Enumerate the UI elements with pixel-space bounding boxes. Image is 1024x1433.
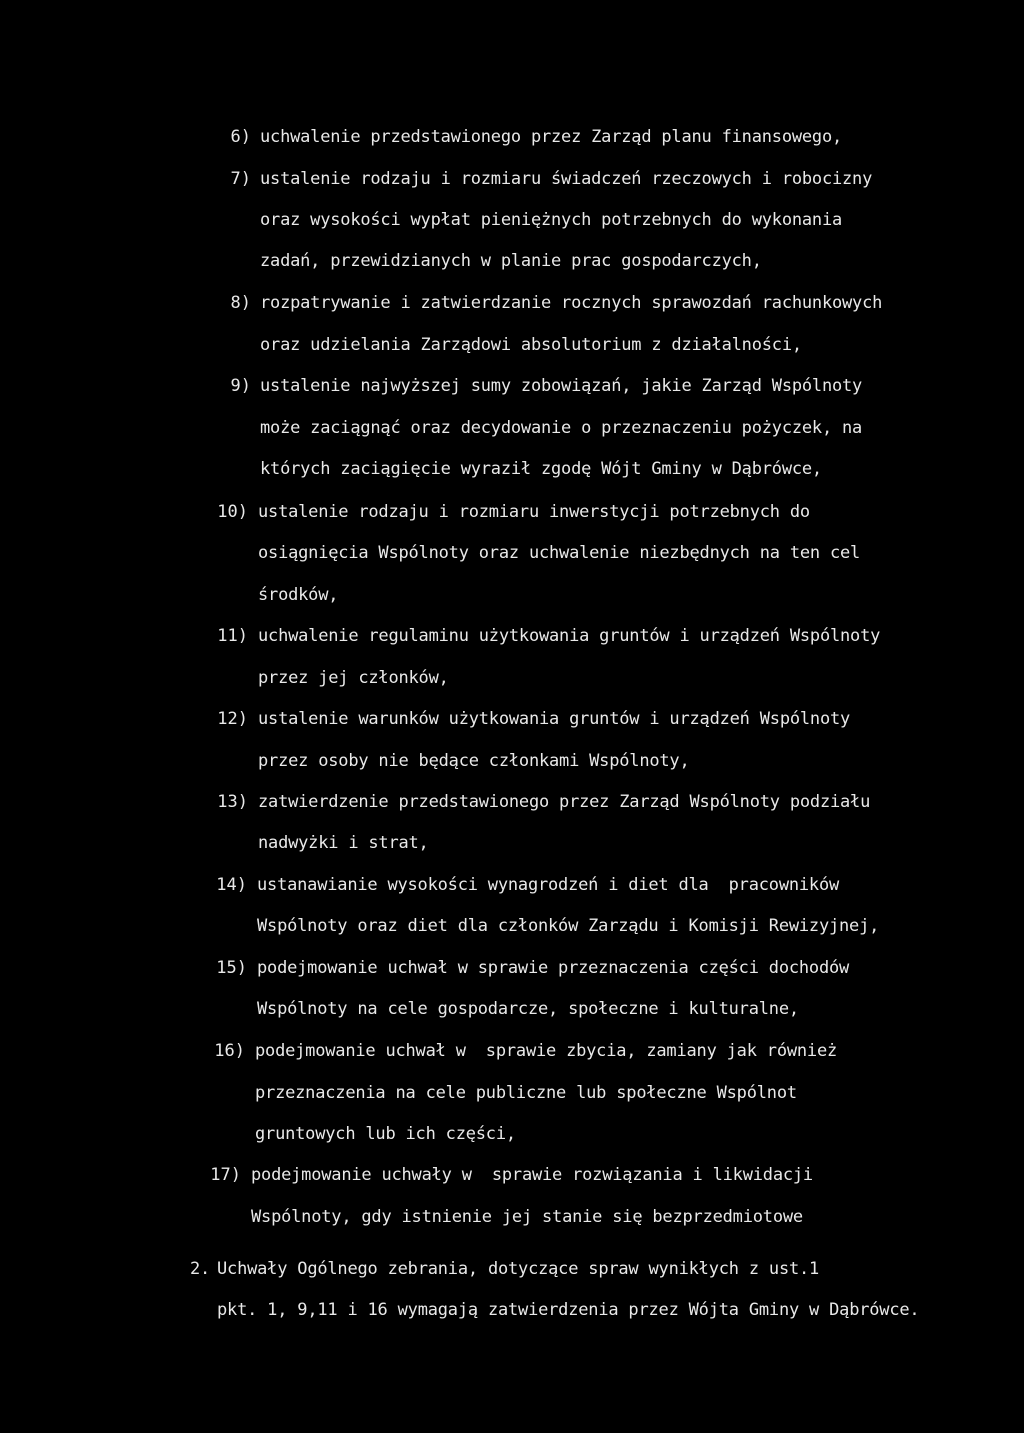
item-number: 6) <box>230 127 251 147</box>
item-text: ustanawianie wysokości wynagrodzeń i diet dla pracowników <box>257 875 840 895</box>
item-number: 7) <box>230 169 251 189</box>
item-text: ustalenie warunków użytkowania gruntów i urządzeń Wspólnoty <box>258 709 851 729</box>
paragraph-text: pkt. 1, 9,11 i 16 wymagają zatwierdzenia przez Wójta Gminy w Dąbrówce. <box>217 1300 920 1320</box>
item-number: 9) <box>230 376 251 396</box>
item-text: których zaciągięcie wyraził zgodę Wójt Gminy w Dąbrówce, <box>260 459 822 479</box>
item-text: podejmowanie uchwał w sprawie zbycia, zamiany jak również <box>255 1041 838 1061</box>
item-text: ustalenie najwyższej sumy zobowiązań, jakie Zarząd Wspólnoty <box>260 376 863 396</box>
item-text: ustalenie rodzaju i rozmiaru świadczeń rzeczowych i robocizny <box>260 169 873 189</box>
item-text: osiągnięcia Wspólnoty oraz uchwalenie niezbędnych na ten cel <box>258 543 861 563</box>
item-text: zadań, przewidzianych w planie prac gospodarczych, <box>260 251 762 271</box>
item-number: 12) <box>217 709 248 729</box>
item-text: rozpatrywanie i zatwierdzanie rocznych sprawozdań rachunkowych <box>260 293 883 313</box>
item-text: Wspólnoty, gdy istnienie jej stanie się bezprzedmiotowe <box>251 1207 803 1227</box>
item-text: ustalenie rodzaju i rozmiaru inwerstycji potrzebnych do <box>258 502 810 522</box>
item-text: zatwierdzenie przedstawionego przez Zarząd Wspólnoty podziału <box>258 792 871 812</box>
item-text: nadwyżki i strat, <box>258 833 429 853</box>
item-number: 10) <box>217 502 248 522</box>
item-text: środków, <box>258 585 339 605</box>
item-number: 15) <box>216 958 247 978</box>
paragraph-number: 2. <box>190 1259 211 1279</box>
item-number: 16) <box>214 1041 245 1061</box>
item-text: podejmowanie uchwały w sprawie rozwiązania i likwidacji <box>251 1165 813 1185</box>
item-text: może zaciągnąć oraz decydowanie o przeznaczeniu pożyczek, na <box>260 418 863 438</box>
item-text: przeznaczenia na cele publiczne lub społeczne Wspólnot <box>255 1083 797 1103</box>
paragraph-text: Uchwały Ogólnego zebrania, dotyczące spraw wynikłych z ust.1 <box>217 1259 820 1279</box>
item-text: uchwalenie przedstawionego przez Zarząd planu finansowego, <box>260 127 843 147</box>
item-text: Wspólnoty na cele gospodarcze, społeczne i kulturalne, <box>257 999 799 1019</box>
item-text: oraz udzielania Zarządowi absolutorium z działalności, <box>260 335 802 355</box>
item-number: 11) <box>217 626 248 646</box>
item-number: 8) <box>230 293 251 313</box>
item-text: przez jej członków, <box>258 668 449 688</box>
item-text: podejmowanie uchwał w sprawie przeznaczenia części dochodów <box>257 958 850 978</box>
item-number: 13) <box>217 792 248 812</box>
item-number: 14) <box>216 875 247 895</box>
item-text: gruntowych lub ich części, <box>255 1124 516 1144</box>
item-text: uchwalenie regulaminu użytkowania gruntów i urządzeń Wspólnoty <box>258 626 881 646</box>
item-number: 17) <box>210 1165 241 1185</box>
item-text: oraz wysokości wypłat pieniężnych potrzebnych do wykonania <box>260 210 843 230</box>
item-text: przez osoby nie będące członkami Wspólnoty, <box>258 751 690 771</box>
item-text: Wspólnoty oraz diet dla członków Zarządu i Komisji Rewizyjnej, <box>257 916 880 936</box>
